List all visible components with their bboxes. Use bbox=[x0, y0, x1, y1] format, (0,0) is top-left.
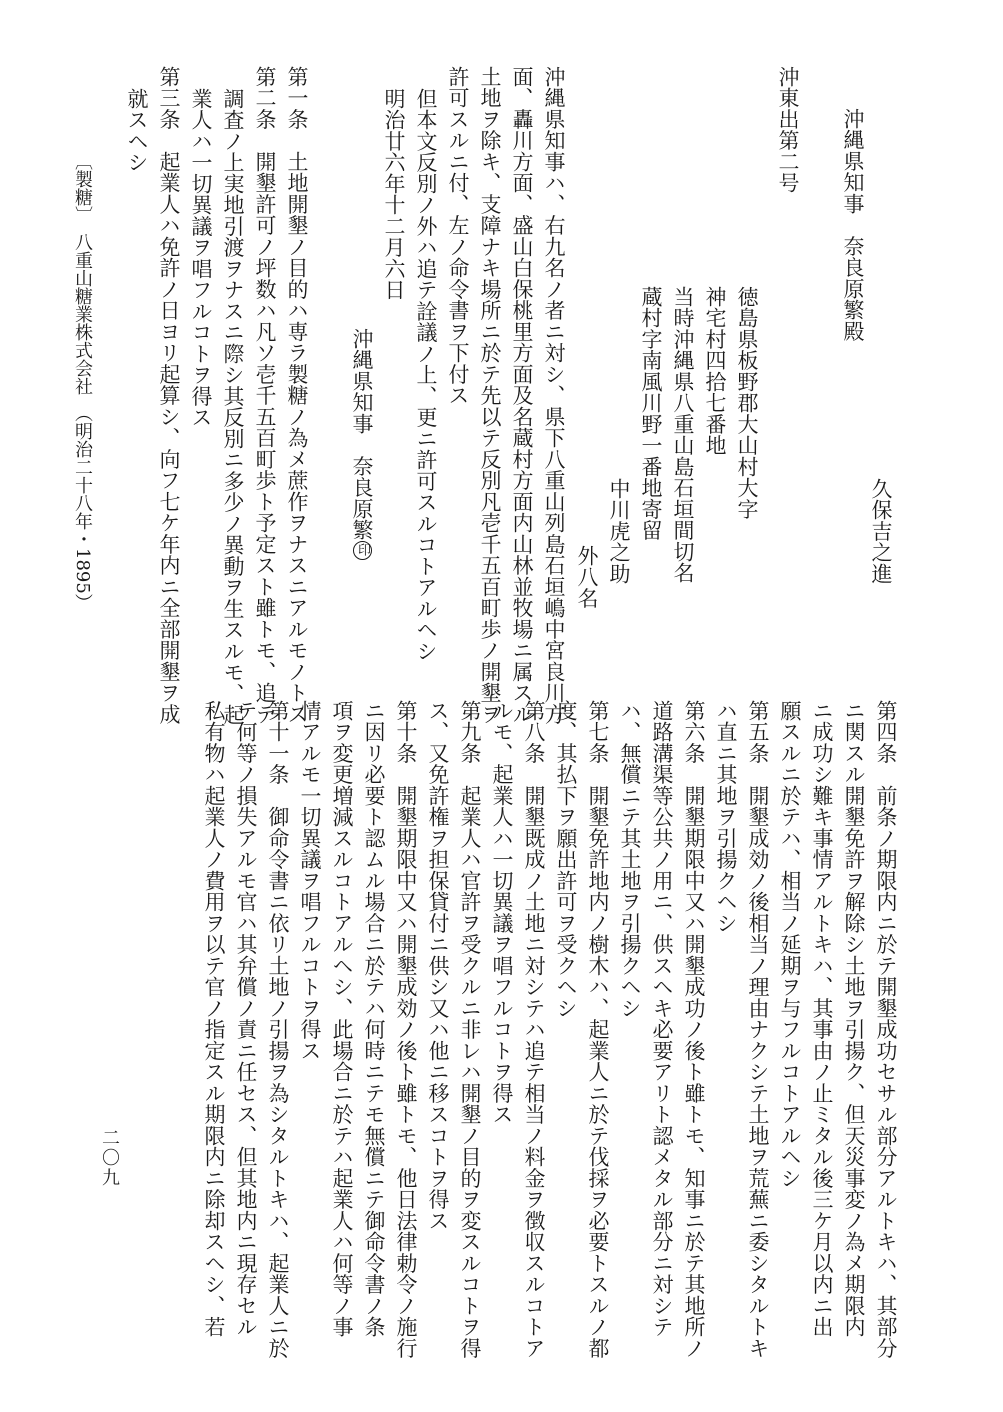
article-4-line-3: ニ成功シ難キ事情アルトキハ、其事由ノ止ミタル後三ケ月以内ニ出 bbox=[810, 700, 834, 1338]
footer-caption: 〔製糖〕 八重山糖業株式会社 （明治二十八年・1895） bbox=[72, 152, 93, 612]
address-line-2: 神宅村四拾七番地 bbox=[703, 286, 727, 456]
issuer-name: 沖縄県知事 奈良原繁 bbox=[350, 328, 374, 541]
body-line-2: 面、轟川方面、盛山白保桃里方面及名蔵村方面内山林並牧場ニ属スル bbox=[510, 66, 534, 725]
article-9-line-1: 第九条 起業人ハ官許ヲ受クルニ非レハ開墾ノ目的ヲ変スルコトヲ得 bbox=[458, 700, 482, 1359]
address-line-1: 徳島県板野郡大山村大字 bbox=[735, 286, 759, 520]
article-4-line-2: ニ関スル開墾免許ヲ解除シ土地ヲ引揚ク、但天災事変ノ為メ期限内 bbox=[842, 700, 866, 1338]
applicant-name: 久保吉之進 bbox=[869, 478, 893, 585]
body-line-1: 沖縄県知事ハ、右九名ノ者ニ対シ、県下八重山列島石垣嶋中宮良川方 bbox=[542, 66, 566, 725]
others-count: 外八名 bbox=[575, 545, 599, 609]
article-11-line-3: 私有物ハ起業人ノ費用ヲ以テ官ノ指定スル期限内ニ除却スヘシ、若 bbox=[202, 700, 226, 1338]
article-4-line-4: 願スルニ於テハ、相当ノ延期ヲ与フルコトアルヘシ bbox=[778, 700, 802, 1189]
article-11-line-1: 第十一条 御命令書ニ依リ土地ノ引揚ヲ為シタルトキハ、起業人ニ於 bbox=[266, 700, 290, 1359]
article-10-line-2: ニ因リ必要ト認ムル場合ニ於テハ何時ニテモ無償ニテ御命令書ノ条 bbox=[362, 700, 386, 1338]
article-10-line-1: 第十条 開墾期限中又ハ開墾成効ノ後ト雖トモ、他日法律勅令ノ施行 bbox=[394, 700, 418, 1359]
addressee-name: 沖縄県知事 奈良原繁殿 bbox=[841, 108, 865, 342]
article-2-line-2: 調査ノ上実地引渡ヲナスニ際シ其反別ニ多少ノ異動ヲ生スルモ、起 bbox=[221, 88, 245, 726]
body-line-3: 土地ヲ除キ、支障ナキ場所ニ於テ先以テ反別凡壱千五百町歩ノ開墾ヲ bbox=[478, 66, 502, 725]
address-line-4: 蔵村字南風川野一番地寄留 bbox=[639, 286, 663, 541]
article-8-line-2: ルモ、起業人ハ一切異議ヲ唱フルコトヲ得ス bbox=[490, 700, 514, 1125]
article-11-line-2: テ何等ノ損失アルモ官ハ其弁償ノ責ニ任セス、但其地内ニ現存セル bbox=[234, 700, 258, 1338]
issuer-line bbox=[351, 328, 372, 560]
article-7-line-1: 第七条 開墾免許地内ノ樹木ハ、起業人ニ於テ伐採ヲ必要トスルノ都 bbox=[586, 700, 610, 1359]
article-5-line-2: ハ直ニ其地ヲ引揚クヘシ bbox=[714, 700, 738, 934]
article-10-line-4: 情アルモ一切異議ヲ唱フルコトヲ得ス bbox=[298, 700, 322, 1062]
article-10-line-3: 項ヲ変更増減スルコトアルヘシ、此場合ニ於テハ起業人ハ何等ノ事 bbox=[330, 700, 354, 1338]
article-4-line-1: 第四条 前条ノ期限内ニ於テ開墾成功セサル部分アルトキハ、其部分 bbox=[874, 700, 898, 1359]
body-line-4: 許可スルニ付、左ノ命令書ヲ下付ス bbox=[446, 66, 470, 406]
address-line-3: 当時沖縄県八重山島石垣間切名 bbox=[671, 286, 695, 584]
page-number: 二〇九 bbox=[99, 1128, 120, 1188]
issue-date: 明治廿六年十二月六日 bbox=[382, 88, 406, 301]
article-2-line-1: 第二条 開墾許可ノ坪数ハ凡ソ壱千五百町歩ト予定スト雖トモ、追テ bbox=[253, 66, 277, 725]
article-3-line-2: 就スヘシ bbox=[125, 88, 149, 173]
article-2-line-3: 業人ハ一切異議ヲ唱フルコトヲ得ス bbox=[189, 88, 213, 428]
article-6-line-3: ハ、無償ニテ其土地ヲ引揚クヘシ bbox=[618, 700, 642, 1019]
article-9-line-2: ス、又免許権ヲ担保貸付ニ供シ又ハ他ニ移スコトヲ得ス bbox=[426, 700, 450, 1232]
article-3-line-1: 第三条 起業人ハ免許ノ日ヨリ起算シ、向フ七ケ年内ニ全部開墾ヲ成 bbox=[157, 66, 181, 725]
article-1-line-1: 第一条 土地開墾ノ目的ハ専ラ製糖ノ為メ蔗作ヲナスニアルモノトス bbox=[285, 66, 309, 725]
article-8-line-1: 第八条 開墾既成ノ土地ニ対シテハ追テ相当ノ料金ヲ徴収スルコトア bbox=[522, 700, 546, 1359]
document-number: 沖東出第二号 bbox=[776, 66, 800, 194]
body-line-5: 但本文反別ノ外ハ追テ詮議ノ上、更ニ許可スルコトアルヘシ bbox=[414, 88, 438, 662]
article-6-line-1: 第六条 開墾期限中又ハ開墾成功ノ後ト雖トモ、知事ニ於テ其地所ノ bbox=[682, 700, 706, 1359]
seal-stamp: 印 bbox=[353, 541, 372, 560]
article-6-line-2: 道路溝渠等公共ノ用ニ、供スヘキ必要アリト認メタル部分ニ対シテ bbox=[650, 700, 674, 1338]
article-7-line-2: 度、其払下ヲ願出許可ヲ受クヘシ bbox=[554, 700, 578, 1019]
article-5-line-1: 第五条 開墾成効ノ後相当ノ理由ナクシテ土地ヲ荒蕪ニ委シタルトキ bbox=[746, 700, 770, 1359]
applicant-2-name: 中川虎之助 bbox=[607, 478, 631, 585]
